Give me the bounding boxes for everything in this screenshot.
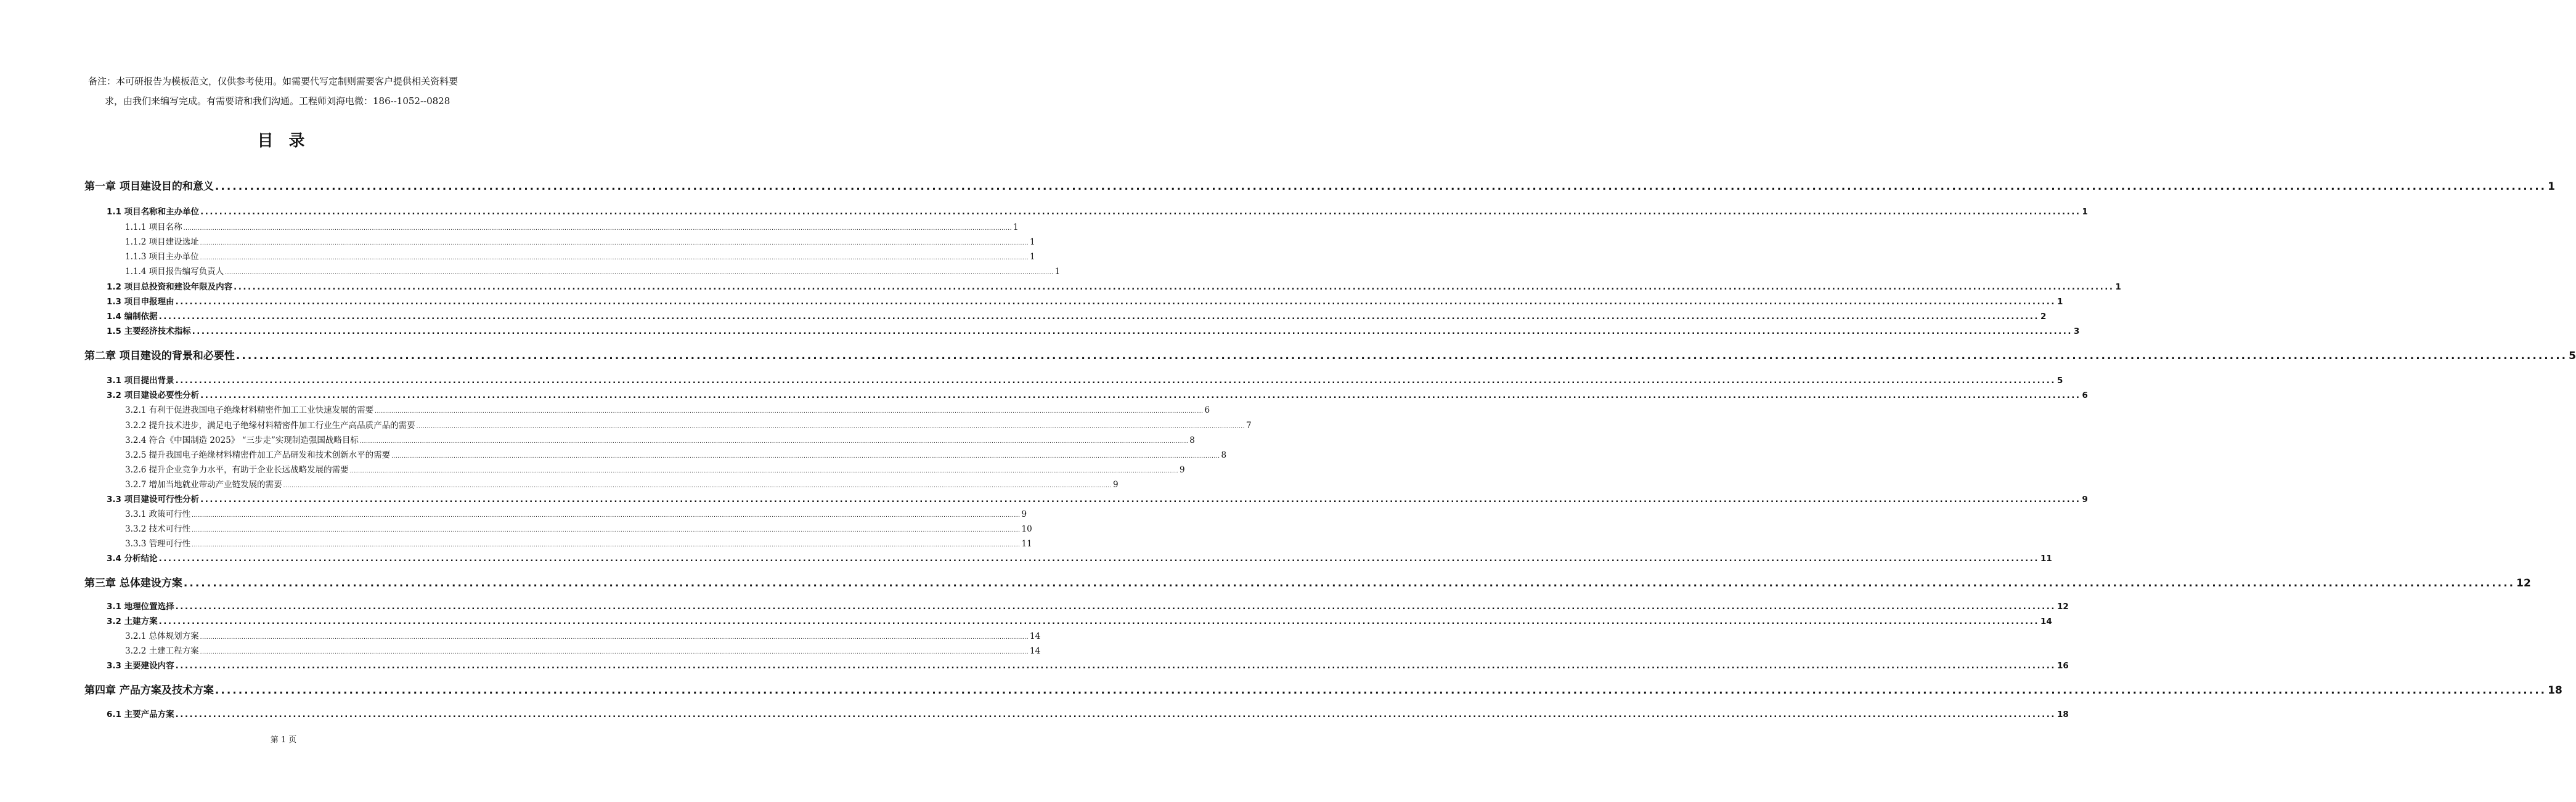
toc-entry[interactable] [107,614,2052,626]
toc-leader-dots: ................................................................................................................................................................................................................................................................................................................................................................................................................ [235,350,2568,362]
toc-entry[interactable] [125,463,1185,475]
toc-title: 目 录 [257,132,310,150]
toc-leader-dots: ................................................................................................................................................................................................................................................................................................................................................................................................................ [183,577,2516,589]
toc-entry-page: 7 [1245,421,1252,431]
toc-leader-dots: ................................................................................................................................................................................................................................................................................................................................................................................................................ [175,297,2056,307]
toc-entry[interactable] [125,264,1061,277]
toc-entry[interactable] [107,388,2088,400]
toc-entry-page: 9 [2082,495,2088,504]
toc-entry-text: 3.2.4 符合《中国制造 2025》 “三步走”实现制造强国战略目标 [125,435,359,445]
toc-entry-text: 3.2.2 提升技术进步，满足电子绝缘材料精密件加工行业生产高品质产品的需要 [125,421,415,431]
toc-entry[interactable] [125,235,1035,247]
toc-leader-dots: ................................................................................................................................................................................................................................................................................................................................................................................................................ [349,468,1178,474]
toc-leader-dots: ................................................................................................................................................................................................................................................................................................................................................................................................................ [200,255,1029,261]
toc-entry[interactable] [125,507,1027,519]
toc-entry-text: 3.3.3 管理可行性 [125,539,191,549]
toc-leader-dots: ................................................................................................................................................................................................................................................................................................................................................................................................................ [175,602,2056,612]
toc-leader-dots: ................................................................................................................................................................................................................................................................................................................................................................................................................ [158,312,2039,322]
toc-entry-text: 第四章 产品方案及技术方案 [84,684,214,697]
toc-leader-dots: ................................................................................................................................................................................................................................................................................................................................................................................................................ [175,661,2056,671]
toc-entry-page: 1 [1030,252,1035,262]
toc-entry-page: 18 [2057,710,2069,719]
toc-entry-text: 3.2 项目建设必要性分析 [107,391,200,400]
toc-entry-text: 第三章 总体建设方案 [84,577,182,589]
toc-entry-text: 1.1.1 项目名称 [125,222,182,232]
toc-entry[interactable] [84,347,2576,362]
toc-entry-text: 1.5 主要经济技术指标 [107,326,191,336]
toc-entry[interactable] [107,309,2047,322]
toc-entry-text: 第一章 项目建设目的和意义 [84,180,214,193]
toc-entry-text: 3.2.6 提升企业竞争力水平，有助于企业长远战略发展的需要 [125,465,349,475]
toc-entry-text: 3.2.2 土建工程方案 [125,646,199,656]
toc-leader-dots: ................................................................................................................................................................................................................................................................................................................................................................................................................ [283,483,1112,489]
toc-entry-text: 1.1 项目名称和主办单位 [107,207,200,217]
toc-entry-page: 1 [2057,297,2063,307]
toc-entry-page: 9 [1021,509,1027,519]
toc-entry-text: 3.4 分析结论 [107,554,158,564]
toc-entry-text: 3.1 地理位置选择 [107,602,174,612]
page-footer: 第 1 页 [270,735,297,745]
toc-entry-page: 16 [2057,661,2069,671]
toc-entry-page: 1 [1030,237,1035,247]
toc-entry[interactable] [107,551,2052,564]
toc-leader-dots: ................................................................................................................................................................................................................................................................................................................................................................................................................ [192,527,1021,533]
toc-entry-page: 11 [2040,554,2052,564]
toc-entry-text: 3.2.5 提升我国电子绝缘材料精密件加工产品研发和技术创新水平的需要 [125,450,391,460]
toc-entry[interactable] [125,629,1041,641]
toc-entry-page: 8 [1189,435,1195,445]
toc-entry-text: 3.3.2 技术可行性 [125,524,191,534]
toc-entry[interactable] [107,492,2088,504]
note-line-1: 备注：本可研报告为模板范文，仅供参考使用。如需要代写定制则需要客户提供相关资料要 [88,76,459,87]
toc-entry-text: 6.1 主要产品方案 [107,710,174,719]
toc-entry[interactable] [84,574,2531,589]
toc-entry-text: 第二章 项目建设的背景和必要性 [84,350,235,362]
toc-entry-page: 6 [1204,405,1210,415]
toc-entry-text: 1.1.4 项目报告编写负责人 [125,267,224,277]
toc-leader-dots: ................................................................................................................................................................................................................................................................................................................................................................................................................ [183,225,1012,232]
toc-entry-text: 1.2 项目总投资和建设年限及内容 [107,282,233,292]
toc-leader-dots: ................................................................................................................................................................................................................................................................................................................................................................................................................ [200,240,1029,246]
toc-entry-page: 1 [2115,282,2121,292]
toc-entry-text: 3.3 主要建设内容 [107,661,174,671]
toc-entry-text: 3.3 项目建设可行性分析 [107,495,200,504]
toc-entry-page: 1 [2548,180,2555,193]
toc-leader-dots: ................................................................................................................................................................................................................................................................................................................................................................................................................ [200,649,1029,655]
toc-leader-dots: ................................................................................................................................................................................................................................................................................................................................................................................................................ [200,391,2081,400]
toc-entry-text: 1.4 编制依据 [107,312,158,322]
toc-entry-text: 3.2.7 增加当地就业带动产业链发展的需要 [125,480,282,490]
toc-leader-dots: ................................................................................................................................................................................................................................................................................................................................................................................................................ [192,542,1021,548]
toc-entry-page: 10 [1021,524,1032,534]
toc-entry[interactable] [107,205,2088,217]
toc-entry[interactable] [125,477,1119,490]
toc-entry[interactable] [107,707,2069,719]
toc-entry[interactable] [107,658,2069,671]
toc-entry-text: 3.1 项目提出背景 [107,376,174,386]
toc-entry[interactable] [84,681,2562,697]
toc-entry-text: 1.3 项目申报理由 [107,297,174,307]
toc-leader-dots: ................................................................................................................................................................................................................................................................................................................................................................................................................ [200,634,1029,641]
toc-entry[interactable] [125,522,1032,534]
toc-entry-page: 1 [2082,207,2088,217]
toc-entry[interactable] [107,599,2069,612]
toc-entry-text: 3.2 土建方案 [107,617,158,626]
toc-entry[interactable] [107,373,2063,386]
toc-entry-text: 3.2.1 总体规划方案 [125,631,199,641]
toc-leader-dots: ................................................................................................................................................................................................................................................................................................................................................................................................................ [225,270,1054,276]
toc-entry-text: 3.3.1 政策可行性 [125,509,191,519]
toc-leader-dots: ................................................................................................................................................................................................................................................................................................................................................................................................................ [175,376,2056,386]
toc-entry[interactable] [125,448,1227,460]
toc-leader-dots: ................................................................................................................................................................................................................................................................................................................................................................................................................ [375,408,1204,415]
toc-entry[interactable] [125,249,1035,262]
toc-entry-page: 6 [2082,391,2088,400]
toc-entry-page: 1 [1054,267,1061,277]
toc-leader-dots: ................................................................................................................................................................................................................................................................................................................................................................................................................ [214,684,2547,697]
toc-entry-page: 5 [2569,350,2576,362]
toc-leader-dots: ................................................................................................................................................................................................................................................................................................................................................................................................................ [175,710,2056,719]
toc-leader-dots: ................................................................................................................................................................................................................................................................................................................................................................................................................ [200,207,2081,217]
toc-entry-page: 14 [1030,631,1041,641]
toc-leader-dots: ................................................................................................................................................................................................................................................................................................................................................................................................................ [192,326,2073,336]
toc-entry-text: 3.2.1 有利于促进我国电子绝缘材料精密件加工工业快速发展的需要 [125,405,374,415]
toc-leader-dots: ................................................................................................................................................................................................................................................................................................................................................................................................................ [234,282,2114,292]
toc-entry-page: 12 [2057,602,2069,612]
toc-entry-text: 1.1.2 项目建设选址 [125,237,199,247]
toc-leader-dots: ................................................................................................................................................................................................................................................................................................................................................................................................................ [391,453,1220,460]
toc-entry-page: 8 [1221,450,1227,460]
toc-leader-dots: ................................................................................................................................................................................................................................................................................................................................................................................................................ [192,512,1021,519]
toc-leader-dots: ................................................................................................................................................................................................................................................................................................................................................................................................................ [416,424,1245,430]
toc-leader-dots: ................................................................................................................................................................................................................................................................................................................................................................................................................ [200,495,2081,504]
toc-leader-dots: ................................................................................................................................................................................................................................................................................................................................................................................................................ [158,617,2039,626]
note-line-2: 求，由我们来编写完成。有需要请和我们沟通。工程师刘海电微：186--1052--0828 [105,95,450,107]
toc-entry[interactable] [107,294,2063,307]
toc-entry[interactable] [125,537,1032,549]
toc-entry-page: 9 [1179,465,1185,475]
toc-entry-text: 1.1.3 项目主办单位 [125,252,199,262]
toc-entry[interactable] [84,177,2555,193]
toc-entry[interactable] [125,418,1252,431]
toc-entry-page: 1 [1013,222,1019,232]
toc-entry-page: 11 [1021,539,1032,549]
toc-entry[interactable] [107,280,2121,292]
toc-entry[interactable] [125,220,1019,232]
toc-entry[interactable] [125,433,1195,445]
toc-leader-dots: ................................................................................................................................................................................................................................................................................................................................................................................................................ [359,439,1189,445]
toc-entry[interactable] [125,644,1041,656]
toc-entry-page: 5 [2057,376,2063,386]
toc-entry-page: 9 [1112,480,1119,490]
toc-entry-page: 14 [2040,617,2052,626]
toc-entry[interactable] [107,324,2080,336]
toc-entry-page: 12 [2516,577,2531,589]
toc-entry-page: 18 [2548,684,2562,697]
toc-leader-dots: ................................................................................................................................................................................................................................................................................................................................................................................................................ [214,180,2547,193]
toc-leader-dots: ................................................................................................................................................................................................................................................................................................................................................................................................................ [158,554,2039,564]
toc-entry-page: 14 [1030,646,1041,656]
toc-entry[interactable] [125,403,1210,415]
toc-entry-page: 3 [2074,326,2080,336]
toc-entry-page: 2 [2040,312,2047,322]
